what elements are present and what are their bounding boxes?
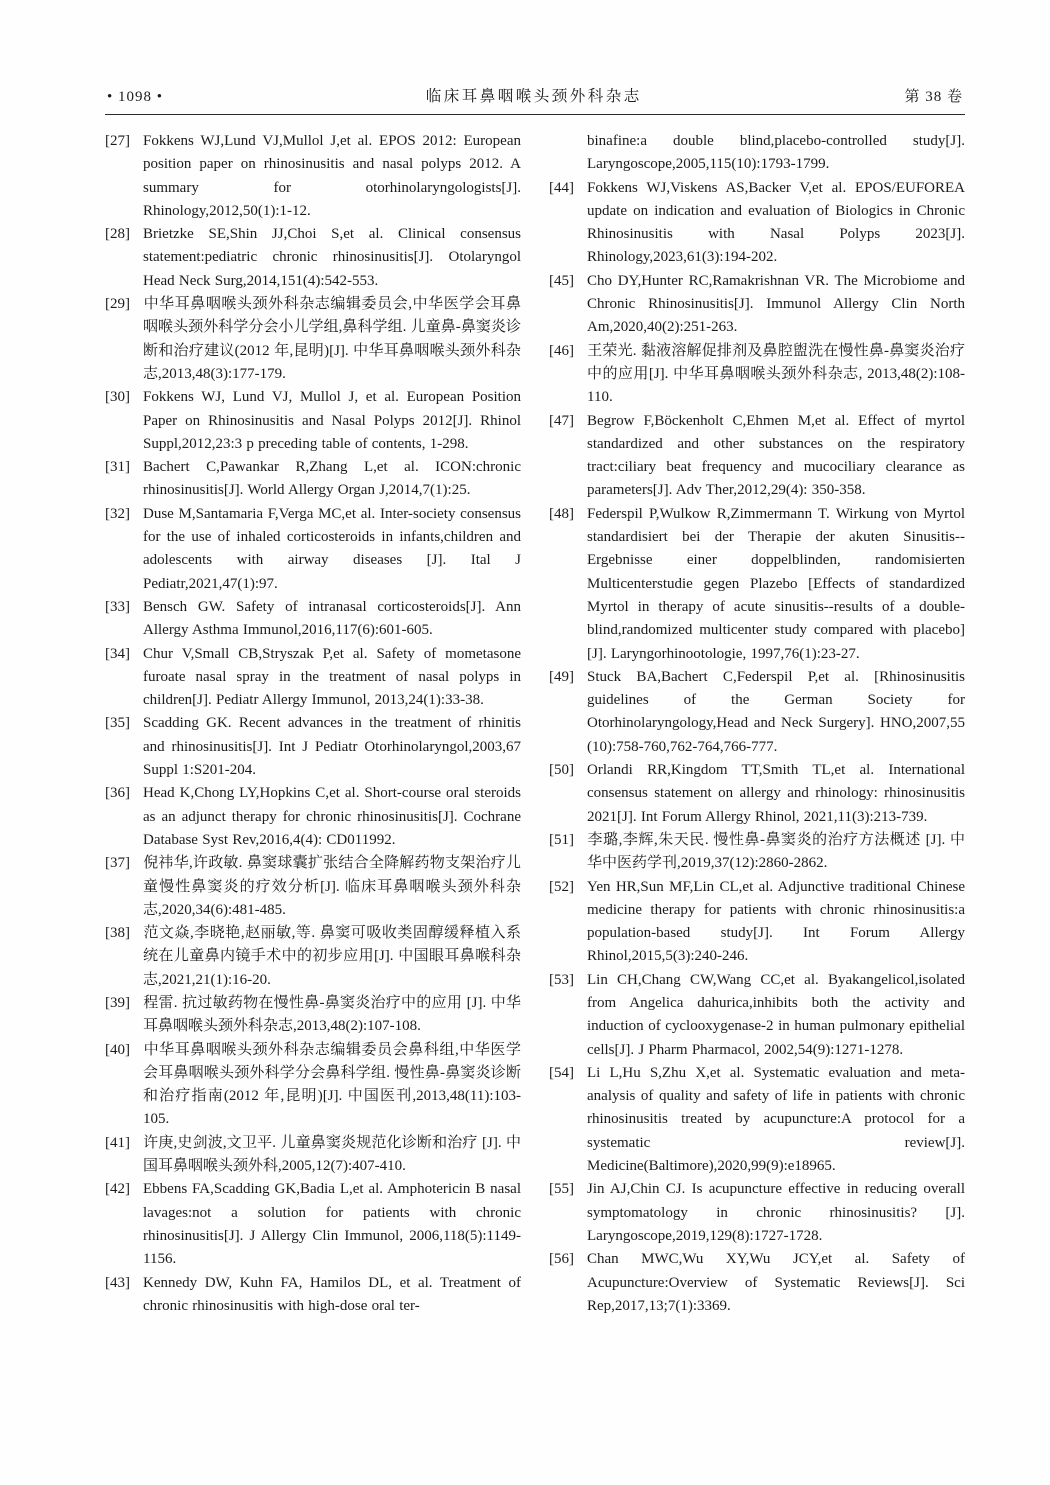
reference-number: [51] <box>549 831 574 848</box>
reference-number: [47] <box>549 412 574 429</box>
reference-number: [37] <box>105 855 130 872</box>
reference-number: [28] <box>105 226 130 243</box>
reference-number: [38] <box>105 925 130 942</box>
reference-item: [52] Yen HR,Sun MF,Lin CL,et al. Adjunctive traditional Chinese medicine therapy for patients with chronic rhinosinusitis:a population-based study[J]. Int Forum Allergy Rhinol,2015,5(3):240-246. <box>549 876 965 969</box>
reference-number: [55] <box>549 1181 574 1198</box>
reference-item: [56] Chan MWC,Wu XY,Wu JCY,et al. Safety of Acupuncture:Overview of Systematic Reviews[J]. Sci Rep,2017,13;7(1):3369. <box>549 1248 965 1318</box>
reference-item: [30] Fokkens WJ, Lund VJ, Mullol J, et al. European Position Paper on Rhinosinusitis and Nasal Polyps 2012[J]. Rhinol Suppl,2012,23:3 p preceding table of contents, 1-298. <box>105 386 521 456</box>
reference-number: [42] <box>105 1181 130 1198</box>
references-column-left <box>105 130 521 1318</box>
reference-item: [48] Federspil P,Wulkow R,Zimmermann T. Wirkung von Myrtol standardisiert bei der Therapie der akuten Sinusitis--Ergebnisse einer doppelblinden, randomisierten Multicenterstudie gegen Plazebo [Effects of standardized Myrtol in therapy of acute sinusitis--results of a double-blind,randomized multicenter study compared with placebo][J]. Laryngorhinootologie, 1997,76(1):23-27. <box>549 503 965 666</box>
reference-number: [34] <box>105 645 130 662</box>
reference-item: [29] 中华耳鼻咽喉头颈外科杂志编辑委员会,中华医学会耳鼻咽喉头颈外科学分会小儿学组,鼻科学组. 儿童鼻-鼻窦炎诊断和治疗建议(2012 年,昆明)[J]. 中华耳鼻咽喉头颈外科杂志,2013,48(3):177-179. <box>105 293 521 386</box>
reference-item: [41] 许庚,史剑波,文卫平. 儿童鼻窦炎规范化诊断和治疗 [J]. 中国耳鼻咽喉头颈外科,2005,12(7):407-410. <box>105 1132 521 1179</box>
reference-number: [32] <box>105 505 130 522</box>
reference-item: [55] Jin AJ,Chin CJ. Is acupuncture effective in reducing overall symptomatology in chronic rhinosinusitis? [J]. Laryngoscope,2019,129(8):1727-1728. <box>549 1178 965 1248</box>
references-section <box>105 130 965 1318</box>
reference-item: [31] Bachert C,Pawankar R,Zhang L,et al. ICON:chronic rhinosinusitis[J]. World Allergy Organ J,2014,7(1):25. <box>105 456 521 503</box>
reference-item: [27] Fokkens WJ,Lund VJ,Mullol J,et al. EPOS 2012: European position paper on rhinosinusitis and nasal polyps 2012. A summary for otorhinolaryngologists[J]. Rhinology,2012,50(1):1-12. <box>105 130 521 223</box>
reference-number: [44] <box>549 179 574 196</box>
reference-item: [46] 王荣光. 黏液溶解促排剂及鼻腔盥洗在慢性鼻-鼻窦炎治疗中的应用[J]. 中华耳鼻咽喉头颈外科杂志, 2013,48(2):108-110. <box>549 340 965 410</box>
reference-number: [33] <box>105 598 130 615</box>
references-column-right <box>549 130 965 1318</box>
reference-number: [41] <box>105 1134 130 1151</box>
page-header <box>105 84 965 115</box>
reference-number: [46] <box>549 342 574 359</box>
reference-number: [36] <box>105 785 130 802</box>
reference-item: [47] Begrow F,Böckenholt C,Ehmen M,et al. Effect of myrtol standardized and other substances on the respiratory tract:ciliary beat frequency and mucociliary clearance as parameters[J]. Adv Ther,2012,29(4): 350-358. <box>549 410 965 503</box>
reference-item: binafine:a double blind,placebo-controlled study[J]. Laryngoscope,2005,115(10):1793-1799. <box>587 133 965 173</box>
reference-item: [33] Bensch GW. Safety of intranasal corticosteroids[J]. Ann Allergy Asthma Immunol,2016,117(6):601-605. <box>105 596 521 643</box>
reference-item: [50] Orlandi RR,Kingdom TT,Smith TL,et al. International consensus statement on allergy and rhinology: rhinosinusitis 2021[J]. Int Forum Allergy Rhinol, 2021,11(3):213-739. <box>549 759 965 829</box>
reference-number: [53] <box>549 971 574 988</box>
reference-item: [45] Cho DY,Hunter RC,Ramakrishnan VR. The Microbiome and Chronic Rhinosinusitis[J]. Immunol Allergy Clin North Am,2020,40(2):251-263. <box>549 270 965 340</box>
volume-label: 第 38 卷 <box>904 89 963 105</box>
reference-item: [35] Scadding GK. Recent advances in the treatment of rhinitis and rhinosinusitis[J]. Int J Pediatr Otorhinolaryngol,2003,67 Suppl 1:S201-204. <box>105 712 521 782</box>
journal-title: 临床耳鼻咽喉头颈外科杂志 <box>425 88 642 105</box>
reference-number: [50] <box>549 762 574 779</box>
reference-number: [48] <box>549 505 574 522</box>
reference-number: [43] <box>105 1274 130 1291</box>
reference-item: [43] Kennedy DW, Kuhn FA, Hamilos DL, et al. Treatment of chronic rhinosinusitis with high-dose oral ter- <box>105 1272 521 1319</box>
reference-item: [32] Duse M,Santamaria F,Verga MC,et al. Inter-society consensus for the use of inhaled corticosteroids in infants,children and adolescents with airway diseases [J]. Ital J Pediatr,2021,47(1):97. <box>105 503 521 596</box>
reference-number: [45] <box>549 272 574 289</box>
reference-item: [34] Chur V,Small CB,Stryszak P,et al. Safety of mometasone furoate nasal spray in the treatment of nasal polyps in children[J]. Pediatr Allergy Immunol, 2013,24(1):33-38. <box>105 643 521 713</box>
reference-item: [44] Fokkens WJ,Viskens AS,Backer V,et al. EPOS/EUFOREA update on indication and evaluation of Biologics in Chronic Rhinosinusitis with Nasal Polyps 2023[J]. Rhinology,2023,61(3):194-202. <box>549 177 965 270</box>
reference-number: [29] <box>105 296 130 313</box>
reference-number: [35] <box>105 715 130 732</box>
reference-number: [56] <box>549 1251 574 1268</box>
reference-item: [39] 程雷. 抗过敏药物在慢性鼻-鼻窦炎治疗中的应用 [J]. 中华耳鼻咽喉头颈外科杂志,2013,48(2):107-108. <box>105 992 521 1039</box>
reference-item: [40] 中华耳鼻咽喉头颈外科杂志编辑委员会鼻科组,中华医学会耳鼻咽喉头颈外科学分会鼻科学组. 慢性鼻-鼻窦炎诊断和治疗指南(2012 年,昆明)[J]. 中国医刊,2013,48(11):103-105. <box>105 1039 521 1132</box>
reference-item: [37] 倪祎华,许政敏. 鼻窦球囊扩张结合全降解药物支架治疗儿童慢性鼻窦炎的疗效分析[J]. 临床耳鼻咽喉头颈外科杂志,2020,34(6):481-485. <box>105 852 521 922</box>
reference-item: [36] Head K,Chong LY,Hopkins C,et al. Short-course oral steroids as an adjunct therapy for chronic rhinosinusitis[J]. Cochrane Database Syst Rev,2016,4(4): CD011992. <box>105 782 521 852</box>
reference-item: [49] Stuck BA,Bachert C,Federspil P,et al. [Rhinosinusitis guidelines of the German Society for Otorhinolaryngology,Head and Neck Surgery]. HNO,2007,55 (10):758-760,762-764,766-777. <box>549 666 965 759</box>
reference-number: [39] <box>105 994 130 1011</box>
reference-number: [49] <box>549 668 574 685</box>
reference-item: [38] 范文焱,李晓艳,赵丽敏,等. 鼻窦可吸收类固醇缓释植入系统在儿童鼻内镜手术中的初步应用[J]. 中国眼耳鼻喉科杂志,2021,21(1):16-20. <box>105 922 521 992</box>
reference-number: [54] <box>549 1064 574 1081</box>
reference-item: [28] Brietzke SE,Shin JJ,Choi S,et al. Clinical consensus statement:pediatric chronic rhinosinusitis[J]. Otolaryngol Head Neck Surg,2014,151(4):542-553. <box>105 223 521 293</box>
reference-number: [40] <box>105 1041 130 1058</box>
reference-number: [31] <box>105 459 130 476</box>
reference-item: [42] Ebbens FA,Scadding GK,Badia L,et al. Amphotericin B nasal lavages:not a solution for patients with chronic rhinosinusitis[J]. J Allergy Clin Immunol, 2006,118(5):1149-1156. <box>105 1178 521 1271</box>
reference-item: [54] Li L,Hu S,Zhu X,et al. Systematic evaluation and meta-analysis of quality and safety of life in patients with chronic rhinosinusitis treated by acupuncture:A protocol for a systematic review[J]. Medicine(Baltimore),2020,99(9):e18965. <box>549 1062 965 1178</box>
reference-number: [52] <box>549 878 574 895</box>
reference-item: [51] 李璐,李辉,朱天民. 慢性鼻-鼻窦炎的治疗方法概述 [J]. 中华中医药学刊,2019,37(12):2860-2862. <box>549 829 965 876</box>
reference-number: [27] <box>105 133 130 149</box>
reference-number: [30] <box>105 389 130 406</box>
page-number: • 1098 • <box>107 89 164 105</box>
reference-item: [53] Lin CH,Chang CW,Wang CC,et al. Byakangelicol,isolated from Angelica dahurica,inhibits both the activity and induction of cyclooxygenase-2 in human pulmonary epithelial cells[J]. J Pharm Pharmacol, 2002,54(9):1271-1278. <box>549 969 965 1062</box>
